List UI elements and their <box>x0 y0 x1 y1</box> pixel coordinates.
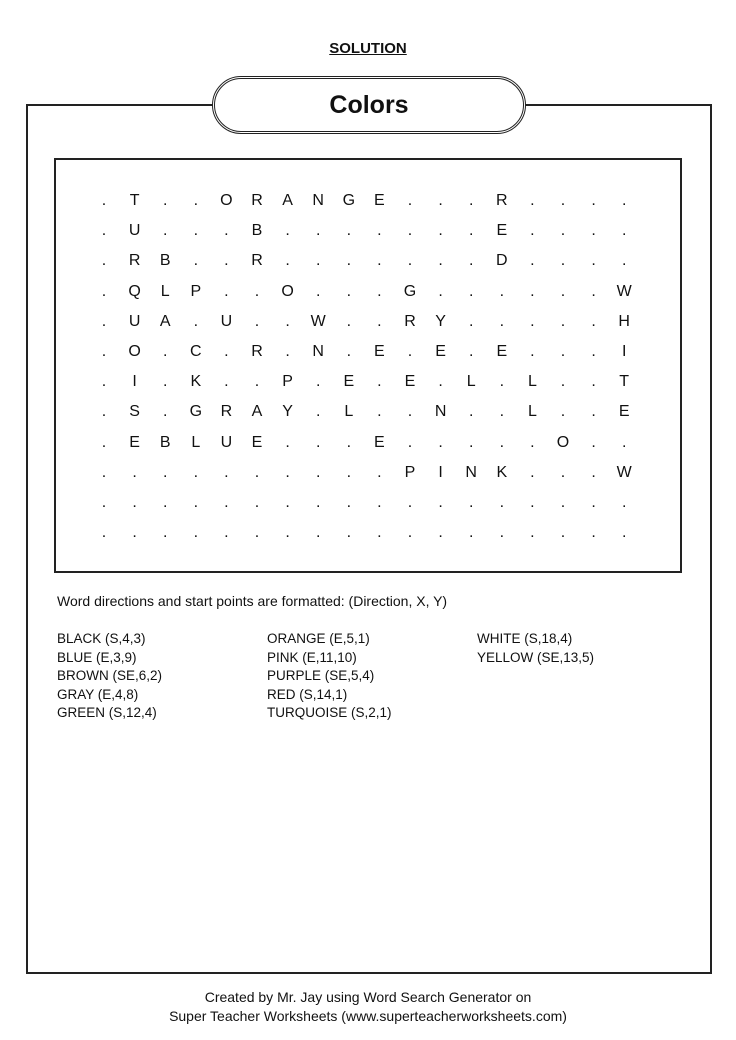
grid-cell: . <box>530 463 535 481</box>
grid-cell: . <box>499 312 505 330</box>
grid-cell: . <box>254 312 260 330</box>
grid-cell: E <box>374 343 385 360</box>
grid-cell: . <box>224 494 229 511</box>
grid-cell: . <box>530 222 535 240</box>
grid-cell: . <box>254 282 260 300</box>
grid-cell: . <box>407 403 413 421</box>
grid-cell: L <box>344 403 354 421</box>
grid-cell: N <box>312 192 324 209</box>
word-list-item: BLACK (S,4,3) <box>57 631 146 646</box>
grid-cell: . <box>560 343 566 360</box>
grid-cell: . <box>468 282 474 300</box>
grid-cell: R <box>404 312 416 330</box>
grid-cell: . <box>162 373 168 391</box>
grid-cell: . <box>591 192 596 209</box>
grid-cell: . <box>591 312 596 330</box>
grid-cell: H <box>618 312 630 330</box>
grid-row <box>56 283 680 313</box>
grid-cell: L <box>527 373 537 391</box>
grid-cell: L <box>527 403 537 421</box>
grid-cell: . <box>560 252 566 270</box>
grid-cell: . <box>224 343 229 360</box>
grid-cell: . <box>438 282 443 300</box>
footer-credit <box>0 988 736 1026</box>
grid-cell: . <box>346 433 352 451</box>
grid-cell: . <box>315 494 321 511</box>
grid-cell: . <box>407 343 413 360</box>
grid-cell: R <box>496 192 508 209</box>
grid-cell: . <box>224 463 229 481</box>
grid-cell: . <box>101 343 107 360</box>
grid-cell: . <box>224 252 229 270</box>
grid-cell: . <box>591 433 596 451</box>
grid-cell: . <box>499 494 505 511</box>
grid-cell: . <box>315 252 321 270</box>
grid-cell: . <box>621 252 627 270</box>
grid-row <box>56 464 680 494</box>
grid-row <box>56 313 680 343</box>
grid-cell: . <box>346 343 352 360</box>
grid-cell: . <box>193 222 199 240</box>
grid-cell: . <box>468 433 474 451</box>
grid-row <box>56 434 680 464</box>
grid-cell: . <box>438 192 443 209</box>
grid-cell: . <box>346 282 352 300</box>
grid-cell: . <box>101 252 107 270</box>
grid-cell: E <box>343 373 355 391</box>
grid-cell: . <box>285 494 290 511</box>
grid-cell: . <box>162 192 168 209</box>
grid-cell: . <box>101 494 107 511</box>
grid-cell: R <box>251 343 263 360</box>
grid-cell: G <box>189 403 203 421</box>
grid-cell: . <box>530 343 535 360</box>
grid-cell: . <box>162 222 168 240</box>
grid-cell: . <box>407 494 413 511</box>
grid-cell: E <box>374 433 385 451</box>
grid-cell: . <box>468 403 474 421</box>
grid-cell: N <box>312 343 324 360</box>
grid-cell: U <box>128 312 141 330</box>
grid-row <box>56 343 680 373</box>
grid-cell: G <box>403 282 417 300</box>
grid-cell: . <box>530 494 535 511</box>
grid-cell: . <box>530 192 535 209</box>
grid-cell: . <box>560 373 566 391</box>
word-list-item: YELLOW (SE,13,5) <box>477 649 595 665</box>
grid-cell: . <box>285 524 290 542</box>
grid-row <box>56 524 680 554</box>
grid-cell: . <box>315 282 321 300</box>
grid-cell: . <box>132 494 137 511</box>
grid-cell: B <box>159 433 171 451</box>
grid-cell: A <box>282 192 293 209</box>
grid-cell: . <box>285 463 290 481</box>
grid-cell: . <box>193 252 199 270</box>
grid-cell: . <box>438 433 443 451</box>
grid-cell: . <box>377 282 382 300</box>
footer-line-1: Created by Mr. Jay using Word Search Generator on <box>204 989 532 1005</box>
grid-cell: . <box>377 312 382 330</box>
grid-cell: P <box>282 373 293 391</box>
grid-row <box>56 252 680 282</box>
grid-row <box>56 494 680 524</box>
grid-cell: . <box>377 222 382 240</box>
grid-cell: Y <box>435 312 446 330</box>
grid-cell: E <box>435 343 446 360</box>
grid-cell: W <box>616 463 632 481</box>
grid-cell: U <box>128 222 141 240</box>
grid-cell: . <box>621 222 627 240</box>
word-list-item: BROWN (SE,6,2) <box>57 668 163 684</box>
grid-cell: A <box>251 403 263 421</box>
grid-cell: . <box>438 494 443 511</box>
grid-cell: E <box>496 222 508 240</box>
grid-cell: K <box>496 463 508 481</box>
grid-cell: . <box>101 222 107 240</box>
word-list-item: TURQUOISE (S,2,1) <box>267 705 392 721</box>
grid-cell: . <box>132 463 137 481</box>
grid-cell: . <box>407 524 413 542</box>
grid-cell: . <box>530 252 535 270</box>
grid-cell: R <box>220 403 233 421</box>
grid-cell: O <box>556 433 570 451</box>
grid-cell: . <box>315 222 321 240</box>
grid-cell: E <box>404 373 416 391</box>
grid-cell: . <box>468 252 474 270</box>
grid-cell: . <box>560 282 566 300</box>
grid-cell: . <box>377 463 382 481</box>
grid-cell: . <box>346 494 352 511</box>
grid-cell: . <box>377 524 382 542</box>
grid-cell: . <box>438 524 443 542</box>
grid-cell: . <box>101 373 107 391</box>
grid-cell: U <box>220 312 233 330</box>
grid-cell: . <box>254 463 260 481</box>
grid-cell: . <box>285 433 290 451</box>
grid-cell: . <box>224 282 229 300</box>
grid-cell: . <box>560 192 566 209</box>
grid-cell: D <box>496 252 508 270</box>
grid-cell: . <box>377 494 382 511</box>
grid-cell: . <box>162 463 168 481</box>
grid-cell: . <box>101 524 107 542</box>
grid-cell: E <box>496 343 508 360</box>
grid-cell: . <box>193 524 199 542</box>
worksheet-title: Colors <box>212 76 526 134</box>
word-list-item: RED (S,14,1) <box>267 686 348 702</box>
grid-cell: . <box>346 312 352 330</box>
grid-cell: . <box>162 343 168 360</box>
grid-cell: . <box>621 192 627 209</box>
grid-cell: . <box>499 433 505 451</box>
grid-cell: . <box>254 494 260 511</box>
grid-cell: . <box>499 524 505 542</box>
grid-cell: W <box>616 282 632 300</box>
word-list-item: ORANGE (E,5,1) <box>267 631 370 646</box>
grid-cell: . <box>377 252 382 270</box>
grid-cell: . <box>377 373 382 391</box>
grid-cell: . <box>468 312 474 330</box>
grid-cell: . <box>560 403 566 421</box>
grid-cell: . <box>591 222 596 240</box>
grid-cell: . <box>285 252 290 270</box>
grid-cell: A <box>159 312 171 330</box>
grid-cell: E <box>129 433 140 451</box>
grid-cell: . <box>315 373 321 391</box>
grid-cell: I <box>438 463 443 481</box>
grid-cell: . <box>591 524 596 542</box>
grid-cell: W <box>310 312 326 330</box>
grid-cell: . <box>499 403 505 421</box>
grid-cell: . <box>560 463 566 481</box>
grid-cell: L <box>160 282 170 300</box>
word-search-grid <box>54 158 682 573</box>
grid-cell: . <box>315 403 321 421</box>
footer-line-2: Super Teacher Worksheets (www.superteacherworksheets.com) <box>169 1008 567 1024</box>
grid-cell: R <box>251 192 263 209</box>
grid-cell: . <box>101 433 107 451</box>
word-list-item: WHITE (S,18,4) <box>477 631 573 646</box>
grid-cell: . <box>101 463 107 481</box>
grid-cell: . <box>468 524 474 542</box>
grid-cell: . <box>101 403 107 421</box>
grid-cell: . <box>468 192 474 209</box>
grid-row <box>56 192 680 222</box>
grid-cell: . <box>193 463 199 481</box>
grid-cell: P <box>190 282 202 300</box>
grid-cell: . <box>346 524 352 542</box>
grid-cell: . <box>438 222 443 240</box>
grid-cell: G <box>342 192 356 209</box>
grid-cell: . <box>530 312 535 330</box>
grid-cell: . <box>468 494 474 511</box>
grid-cell: . <box>224 373 229 391</box>
grid-cell: . <box>224 524 229 542</box>
word-list-item: PINK (E,11,10) <box>267 649 357 665</box>
grid-cell: . <box>530 282 535 300</box>
grid-cell: L <box>191 433 201 451</box>
grid-cell: . <box>468 343 474 360</box>
grid-cell: B <box>159 252 171 270</box>
grid-cell: S <box>129 403 140 421</box>
grid-row <box>56 222 680 252</box>
grid-cell: . <box>101 312 107 330</box>
grid-cell: T <box>129 192 140 209</box>
grid-cell: . <box>438 252 443 270</box>
grid-cell: . <box>377 403 382 421</box>
grid-cell: K <box>190 373 202 391</box>
grid-cell: . <box>193 312 199 330</box>
grid-cell: E <box>251 433 263 451</box>
grid-cell: I <box>132 373 137 391</box>
grid-cell: . <box>591 252 596 270</box>
grid-cell: . <box>315 463 321 481</box>
grid-cell: C <box>190 343 202 360</box>
grid-cell: . <box>254 373 260 391</box>
grid-cell: T <box>619 373 630 391</box>
grid-cell: . <box>407 222 413 240</box>
grid-cell: . <box>101 192 107 209</box>
grid-cell: . <box>224 222 229 240</box>
grid-cell: U <box>220 433 233 451</box>
grid-cell: O <box>128 343 141 360</box>
grid-cell: . <box>591 373 596 391</box>
grid-cell: . <box>407 433 413 451</box>
grid-cell: . <box>621 494 627 511</box>
grid-cell: . <box>499 373 505 391</box>
word-list-item: PURPLE (SE,5,4) <box>267 668 375 684</box>
grid-cell: . <box>315 524 321 542</box>
grid-cell: . <box>560 524 566 542</box>
grid-cell: . <box>346 252 352 270</box>
word-list-column-2 <box>267 630 392 723</box>
grid-cell: . <box>162 494 168 511</box>
grid-cell: Y <box>282 403 293 421</box>
grid-cell: . <box>591 403 596 421</box>
grid-cell: . <box>162 403 168 421</box>
grid-cell: . <box>530 433 535 451</box>
grid-cell: . <box>438 373 443 391</box>
grid-cell: . <box>315 433 321 451</box>
grid-cell: . <box>285 312 290 330</box>
grid-cell: N <box>434 403 447 421</box>
word-list-item: BLUE (E,3,9) <box>57 649 137 665</box>
grid-cell: . <box>346 463 352 481</box>
grid-cell: R <box>251 252 263 270</box>
word-list-item: GREEN (S,12,4) <box>57 705 157 721</box>
grid-cell: . <box>530 524 535 542</box>
word-list-item: GRAY (E,4,8) <box>57 686 139 702</box>
grid-cell: . <box>254 524 260 542</box>
grid-cell: . <box>591 463 596 481</box>
grid-cell: P <box>404 463 416 481</box>
grid-cell: . <box>591 282 596 300</box>
grid-cell: . <box>285 222 290 240</box>
grid-cell: . <box>285 343 290 360</box>
grid-cell: . <box>193 192 199 209</box>
grid-cell: I <box>621 343 627 360</box>
grid-row <box>56 373 680 403</box>
word-list-column-3 <box>477 630 594 667</box>
grid-cell: . <box>560 312 566 330</box>
grid-cell: . <box>499 282 505 300</box>
grid-cell: . <box>346 222 352 240</box>
grid-cell: Q <box>128 282 141 300</box>
grid-cell: . <box>621 433 627 451</box>
grid-cell: L <box>466 373 476 391</box>
grid-cell: B <box>251 222 263 240</box>
solution-label: SOLUTION <box>329 40 407 57</box>
grid-row <box>56 403 680 433</box>
grid-cell: . <box>101 282 107 300</box>
grid-cell: . <box>132 524 137 542</box>
grid-cell: . <box>407 192 413 209</box>
grid-cell: . <box>193 494 199 511</box>
grid-cell: O <box>220 192 233 209</box>
grid-cell: O <box>281 282 294 300</box>
grid-cell: . <box>591 494 596 511</box>
grid-cell: . <box>621 524 627 542</box>
grid-cell: . <box>560 494 566 511</box>
grid-cell: R <box>128 252 141 270</box>
grid-cell: E <box>374 192 385 209</box>
grid-cell: . <box>407 252 413 270</box>
word-list-column-1 <box>57 630 162 723</box>
grid-cell: E <box>618 403 630 421</box>
grid-cell: N <box>465 463 477 481</box>
grid-cell: . <box>560 222 566 240</box>
grid-cell: . <box>591 343 596 360</box>
directions-note: Word directions and start points are formatted: (Direction, X, Y) <box>57 593 448 609</box>
grid-cell: . <box>162 524 168 542</box>
grid-cell: . <box>468 222 474 240</box>
